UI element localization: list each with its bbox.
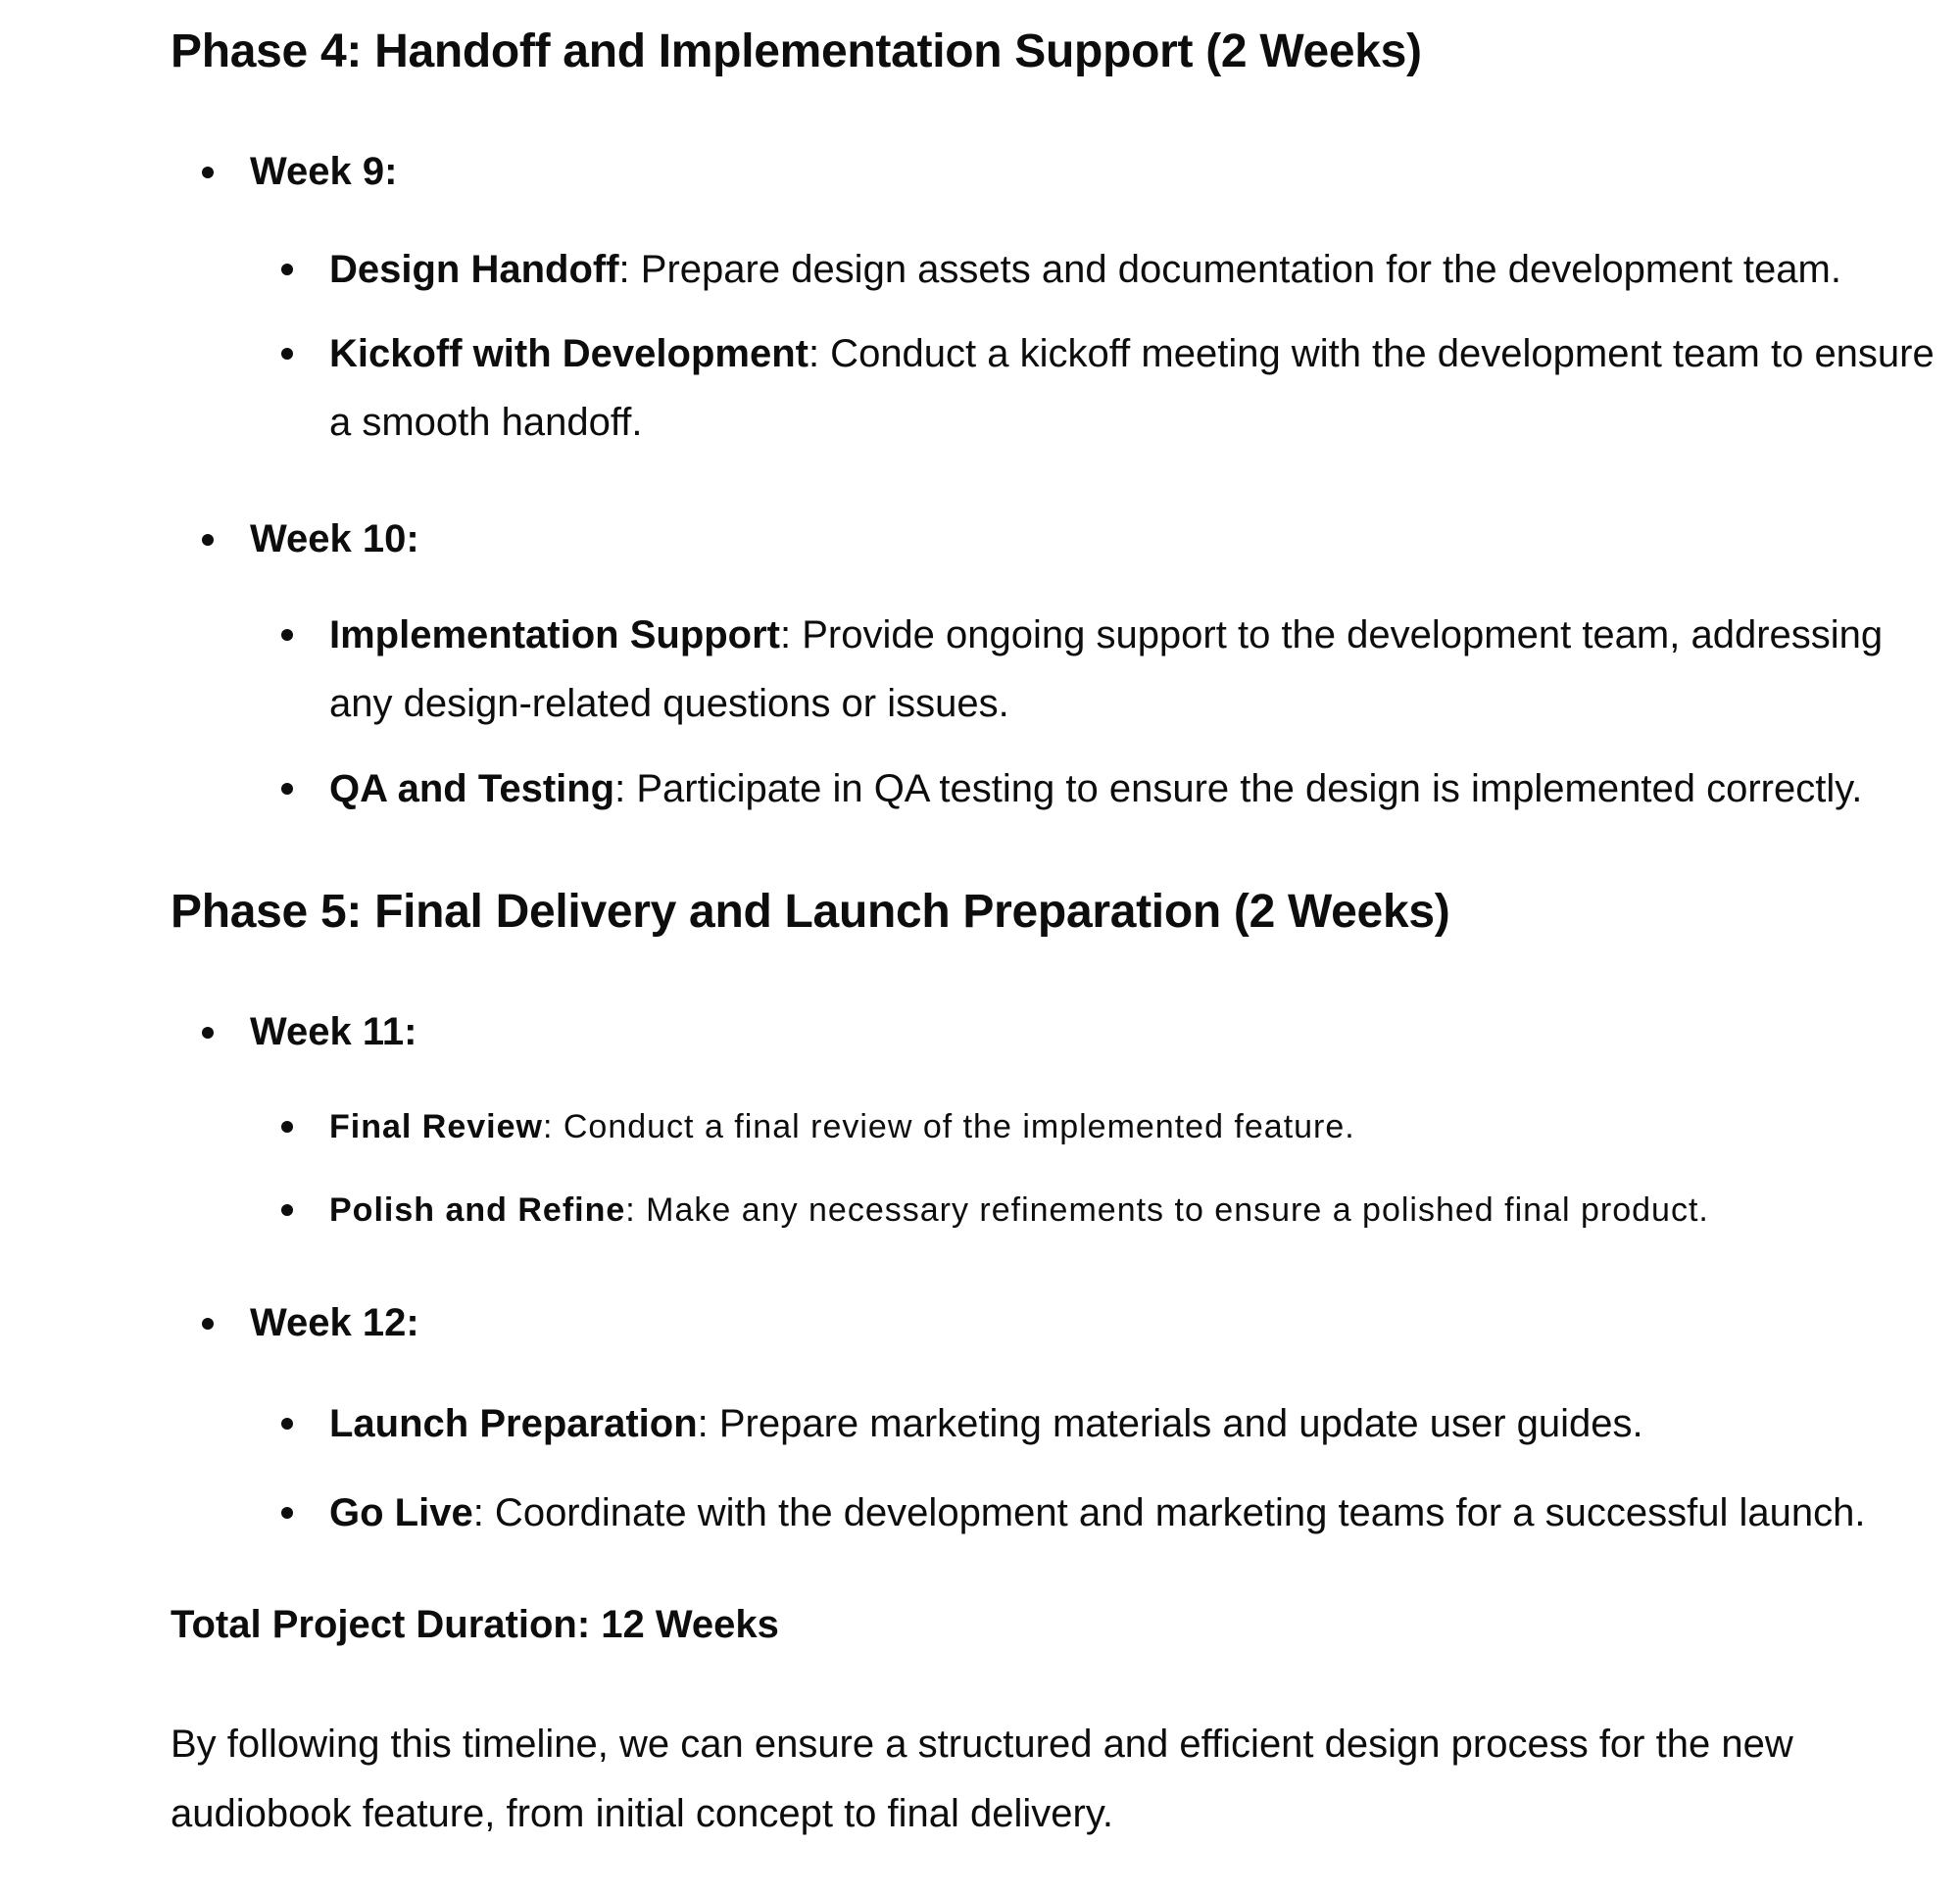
item-text: : Provide ongoing support to the development team, addressing any design-related questions or issues. — [329, 613, 1884, 725]
item-text: : Participate in QA testing to ensure the design is implemented correctly. — [614, 767, 1863, 810]
conclusion-paragraph: By following this timeline, we can ensure a structured and efficient design process for the new audiobook feature, from initial concept to final delivery. — [171, 1723, 1793, 1835]
item-text: : Coordinate with the development and marketing teams for a successful launch. — [472, 1491, 1866, 1534]
item-title: Final Review — [329, 1108, 543, 1145]
item-title: Design Handoff — [329, 248, 619, 291]
total-duration: Total Project Duration: 12 Weeks — [171, 1603, 779, 1646]
item-title: QA and Testing — [329, 767, 615, 810]
week-11-label: Week 11: — [250, 1007, 417, 1056]
week-12-label: Week 12: — [250, 1298, 419, 1347]
week-10-label: Week 10: — [250, 514, 419, 563]
item-text: : Conduct a kickoff meeting with the development team to ensure a smooth handoff. — [329, 332, 1935, 444]
list-item — [329, 1389, 1643, 1458]
phase-5-heading: Phase 5: Final Delivery and Launch Preparation (2 Weeks) — [171, 886, 1450, 938]
list-item — [329, 754, 1862, 823]
list-item — [329, 319, 1936, 457]
item-title: Implementation Support — [329, 613, 780, 656]
list-item — [329, 601, 1936, 738]
item-text: : Prepare marketing materials and update user guides. — [697, 1402, 1643, 1445]
list-item — [329, 1479, 1865, 1547]
list-item — [329, 1176, 1709, 1244]
item-title: Launch Preparation — [329, 1402, 698, 1445]
list-item — [329, 235, 1841, 304]
item-title: Go Live — [329, 1491, 473, 1534]
item-text: : Conduct a final review of the implemented feature. — [542, 1108, 1355, 1145]
phase-4-heading: Phase 4: Handoff and Implementation Support (2 Weeks) — [171, 25, 1422, 77]
list-item — [329, 1093, 1355, 1161]
item-text: : Prepare design assets and documentation for the development team. — [618, 248, 1841, 291]
item-title: Kickoff with Development — [329, 332, 808, 375]
item-text: : Make any necessary refinements to ensure a polished final product. — [625, 1191, 1709, 1229]
item-title: Polish and Refine — [329, 1191, 626, 1229]
week-9-label: Week 9: — [250, 147, 397, 196]
